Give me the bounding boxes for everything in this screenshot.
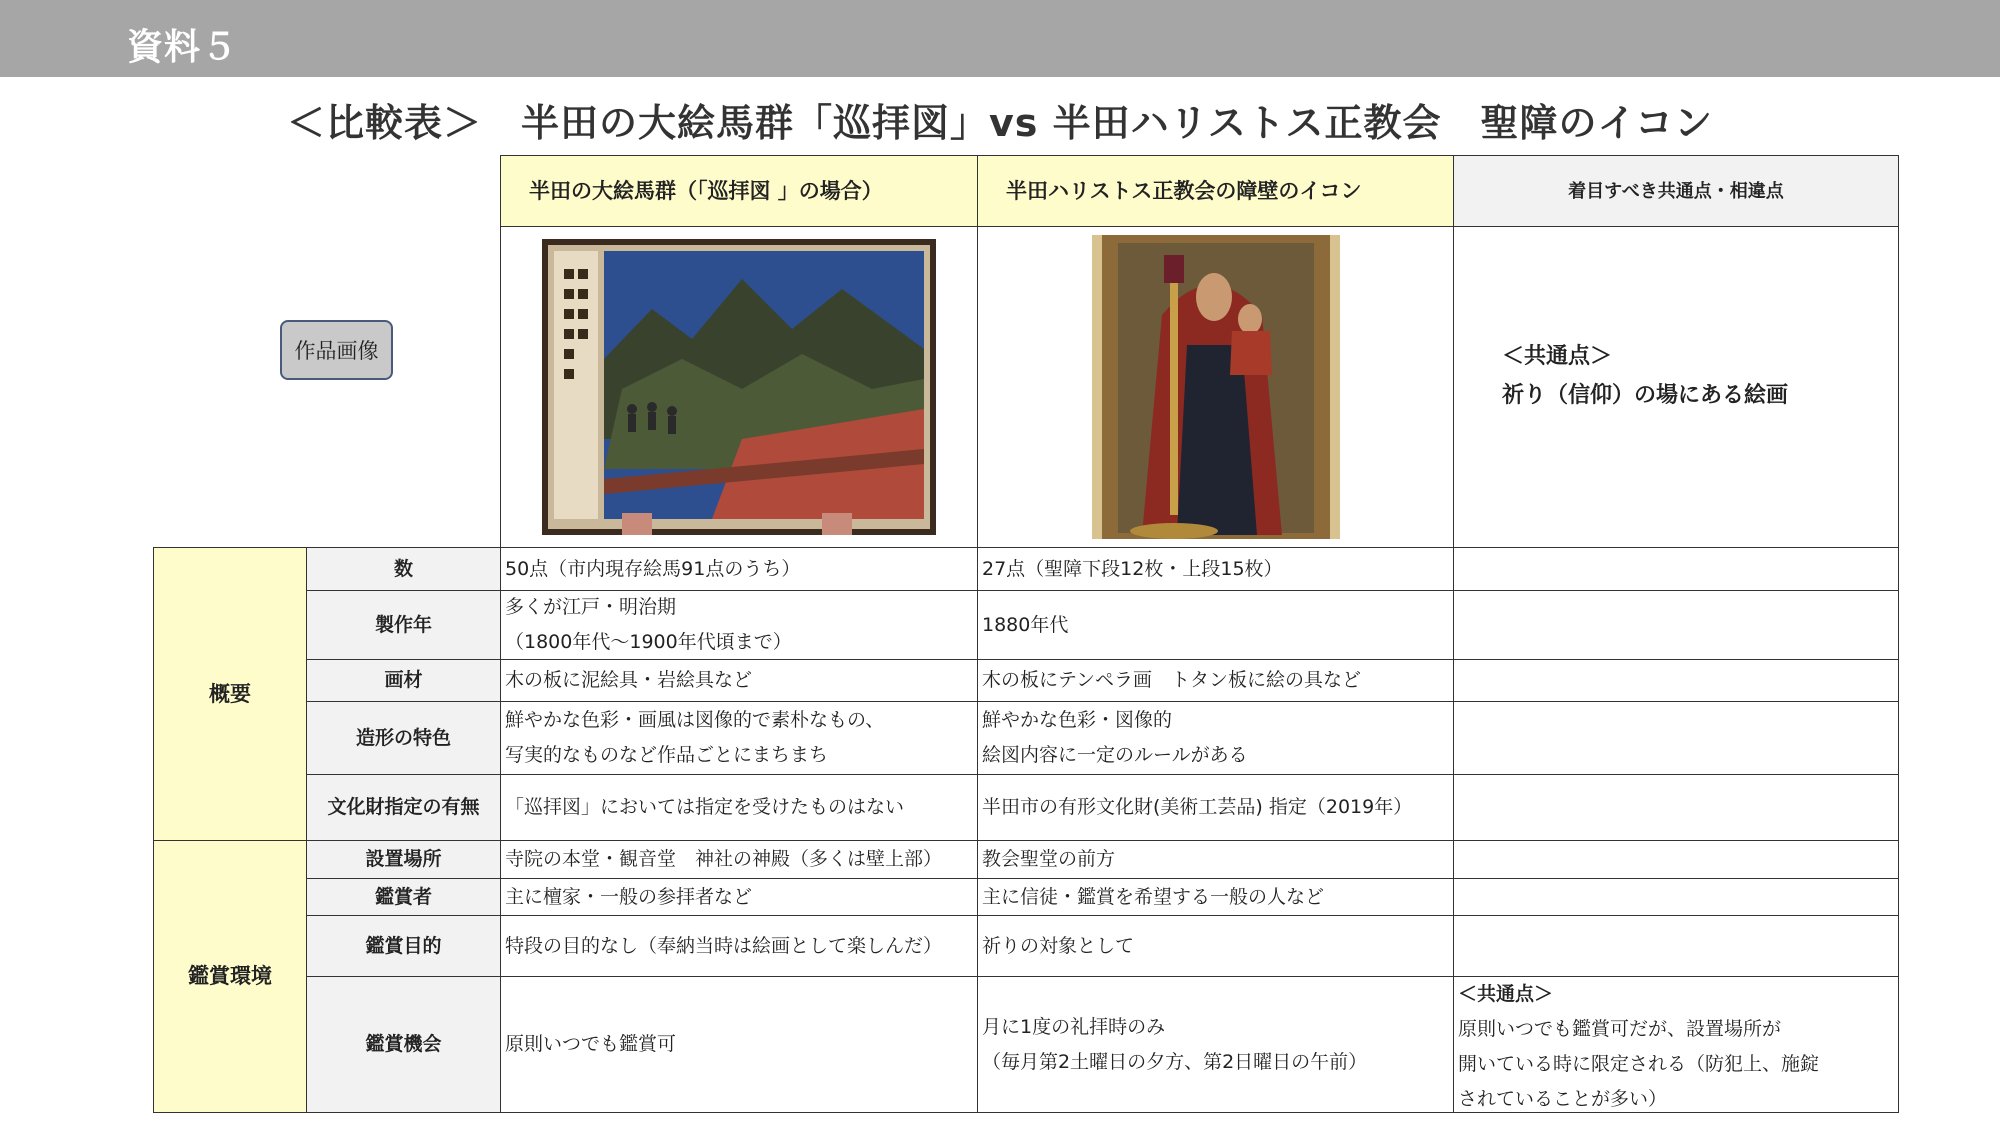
cell-text: 絵図内容に一定のルールがある [982, 744, 1248, 766]
cell-ema-year [500, 590, 978, 660]
cell-text: 「巡拝図」においては指定を受けたものはない [505, 796, 905, 818]
cell-note-style [1453, 701, 1899, 775]
cell-ema-purpose [500, 915, 978, 977]
cell-icon-style [977, 701, 1454, 775]
note-line: 開いている時に限定される（防犯上、施錠 [1458, 1053, 1820, 1075]
cell-text: 鮮やかな色彩・図像的 [982, 709, 1173, 731]
note-line: されていることが多い） [1458, 1088, 1668, 1110]
common-note-heading: ＜共通点＞ [1502, 344, 1613, 369]
cell-icon-count [977, 547, 1454, 591]
row-label-style: 造形の特色 [306, 701, 501, 775]
column-header-compare-text: 着目すべき共通点・相違点 [1568, 180, 1784, 202]
group-overview: 概要 [153, 547, 307, 841]
cell-ema-count [500, 547, 978, 591]
row-label-year: 製作年 [306, 590, 501, 660]
row-label-viewers: 鑑賞者 [306, 878, 501, 916]
cell-note-designation [1453, 774, 1899, 841]
row-label-location: 設置場所 [306, 840, 501, 879]
cell-text: 月に1度の礼拝時のみ [982, 1015, 1166, 1038]
cell-icon-material [977, 659, 1454, 702]
cell-text: 木の板に泥絵具・岩絵具など [505, 669, 753, 691]
cell-text: 鮮やかな色彩・画風は図像的で素朴なもの、 [505, 709, 885, 731]
image-row-label: 作品画像 [280, 320, 393, 380]
cell-ema-style [500, 701, 978, 775]
cell-ema-viewers [500, 878, 978, 916]
column-header-ema-text: 半田の大絵馬群（「巡拝図 」の場合） [529, 178, 883, 203]
cell-text: （毎月第2土曜日の夕方、第2日曜日の午前） [982, 1050, 1368, 1073]
cell-text: 50点（市内現存絵馬91点のうち） [505, 557, 801, 580]
cell-text: 主に檀家・一般の参拝者など [505, 885, 753, 908]
cell-text: 寺院の本堂・観音堂 神社の神殿（多くは壁上部） [505, 848, 943, 870]
cell-note-material [1453, 659, 1899, 702]
cell-note-opportunity [1453, 976, 1899, 1113]
cell-note-year [1453, 590, 1899, 660]
row-label-purpose: 鑑賞目的 [306, 915, 501, 977]
cell-ema-opportunity [500, 976, 978, 1113]
column-header-icon-text: 半田ハリストス正教会の障壁のイコン [1006, 178, 1362, 203]
cell-note-count [1453, 547, 1899, 591]
common-note-text: 祈り（信仰）の場にある絵画 [1502, 383, 1789, 408]
image-row-common-note [1453, 226, 1899, 548]
column-header-compare [1453, 155, 1899, 227]
cell-icon-purpose [977, 915, 1454, 977]
icon-image-cell [977, 226, 1454, 548]
note-line: 原則いつでも鑑賞可だが、設置場所が [1458, 1018, 1782, 1040]
cell-note-purpose [1453, 915, 1899, 977]
row-label-material: 画材 [306, 659, 501, 702]
cell-text: 主に信徒・鑑賞を希望する一般の人など [982, 885, 1325, 908]
cell-note-viewers [1453, 878, 1899, 916]
cell-text: 原則いつでも鑑賞可 [505, 1033, 677, 1055]
cell-icon-viewers [977, 878, 1454, 916]
cell-text: 写実的なものなど作品ごとにまちまち [505, 744, 829, 766]
cell-text: 教会聖堂の前方 [982, 848, 1116, 870]
group-environment: 鑑賞環境 [153, 840, 307, 1113]
ema-painting-image [542, 239, 936, 535]
cell-text: 多くが江戸・明治期 [505, 596, 677, 618]
cell-text: 1880年代 [982, 613, 1069, 636]
cell-text: 木の板にテンペラ画 トタン板に絵の具など [982, 669, 1362, 691]
cell-text: 半田市の有形文化財(美術工芸品) 指定（2019年） [982, 796, 1413, 818]
cell-icon-location [977, 840, 1454, 879]
column-header-ema [500, 155, 978, 227]
column-header-icon [977, 155, 1454, 227]
row-label-count: 数 [306, 547, 501, 591]
cell-icon-designation [977, 774, 1454, 841]
ema-image-cell [500, 226, 978, 548]
note-heading: ＜共通点＞ [1458, 983, 1554, 1005]
cell-text: 27点（聖障下段12枚・上段15枚） [982, 557, 1283, 580]
cell-text: （1800年代～1900年代頃まで） [505, 631, 792, 653]
page-title: ＜比較表＞ 半田の大絵馬群「巡拝図」vs 半田ハリストス正教会 聖障のイコン [287, 101, 1713, 145]
icon-painting-image [1092, 235, 1340, 539]
cell-icon-opportunity [977, 976, 1454, 1113]
cell-ema-material [500, 659, 978, 702]
document-label: 資料５ [127, 27, 239, 68]
row-label-designation: 文化財指定の有無 [306, 774, 501, 841]
cell-text: 祈りの対象として [982, 934, 1135, 957]
cell-note-location [1453, 840, 1899, 879]
cell-ema-location [500, 840, 978, 879]
cell-ema-designation [500, 774, 978, 841]
row-label-opportunity: 鑑賞機会 [306, 976, 501, 1113]
cell-icon-year [977, 590, 1454, 660]
cell-text: 特段の目的なし（奉納当時は絵画として楽しんだ） [505, 934, 943, 957]
